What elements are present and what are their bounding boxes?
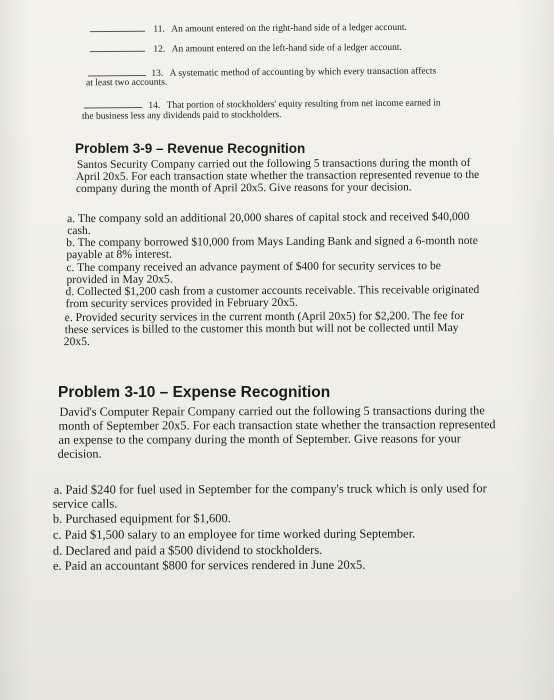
list-item: payable at 8% interest.: [66, 247, 172, 262]
definition-14-continued: the business less any dividends paid to stockholders.: [81, 110, 282, 122]
list-item: a. The company sold an additional 20,000 shares of capital stock and received $40,000: [67, 209, 470, 226]
definition-text: A systematic method of accounting by which every transaction affects: [169, 66, 437, 79]
problem-3-9-title: Problem 3-9 – Revenue Recognition: [75, 141, 306, 156]
answer-blank: [84, 106, 142, 109]
definition-number: 12.: [153, 44, 166, 55]
list-item: b. Purchased equipment for $1,600.: [52, 511, 231, 526]
list-item: these services is billed to the customer this month but will not be collected until May: [64, 321, 459, 337]
problem-3-10-intro-line: decision.: [57, 446, 102, 461]
problem-3-10-intro-line: month of September 20x5. For each transaction state whether the transaction represented: [58, 417, 496, 433]
problem-3-9-intro-line: Santos Security Company carried out the following 5 transactions during the month of: [76, 156, 471, 172]
definition-text: An amount entered on the right-hand side of a ledger account.: [171, 22, 407, 35]
problem-3-9-intro-line: April 20x5. For each transaction state whether the transaction represented revenue to the: [75, 168, 480, 184]
definition-number: 13.: [151, 68, 164, 79]
list-item: a. Paid $240 for fuel used in September for the company's truck which is only used for: [53, 481, 487, 497]
answer-blank: [90, 50, 145, 52]
problem-3-10-intro-line: David's Computer Repair Company carried out the following 5 transactions during the: [59, 403, 485, 419]
problem-3-10-intro-line: an expense to the company during the month of September. Give reasons for your: [58, 431, 461, 447]
list-item: b. The company borrowed $10,000 from Mays Landing Bank and signed a 6-month note: [66, 233, 478, 250]
list-item: c. Paid $1,500 salary to an employee for time worked during September.: [52, 526, 416, 542]
list-item: cash.: [67, 223, 91, 238]
page-shadow-left: [0, 0, 30, 700]
list-item: provided in May 20x5.: [66, 272, 173, 287]
answer-blank: [88, 74, 146, 77]
list-item: c. The company received an advance payment of $400 for security services to be: [66, 259, 441, 275]
definition-11: [90, 23, 407, 36]
list-item: from security services provided in February 20x5.: [65, 295, 298, 311]
list-item: e. Paid an accountant $800 for services rendered in June 20x5.: [52, 557, 366, 573]
list-item: service calls.: [52, 496, 118, 511]
list-item: 20x5.: [63, 334, 90, 349]
problem-3-9-intro-line: company during the month of April 20x5. Give reasons for your decision.: [75, 181, 412, 196]
definition-number: 14.: [148, 100, 161, 111]
definition-text: An amount entered on the left-hand side of a ledger account.: [171, 42, 402, 55]
answer-blank: [90, 30, 145, 32]
definition-13-continued: at least two accounts.: [85, 77, 168, 89]
definition-number: 11.: [153, 24, 165, 35]
page-shadow-right: [514, 0, 554, 700]
list-item: d. Declared and paid a $500 dividend to stockholders.: [52, 542, 323, 558]
problem-3-10-title: Problem 3-10 – Expense Recognition: [58, 384, 331, 401]
definition-12: [90, 43, 402, 56]
list-item: e. Provided security services in the current month (April 20x5) for $2,200. The fee for: [64, 309, 465, 325]
definition-text: That portion of stockholders' equity resulting from net income earned in: [166, 98, 441, 111]
list-item: d. Collected $1,200 cash from a customer accounts receivable. This receivable originated: [65, 282, 480, 299]
